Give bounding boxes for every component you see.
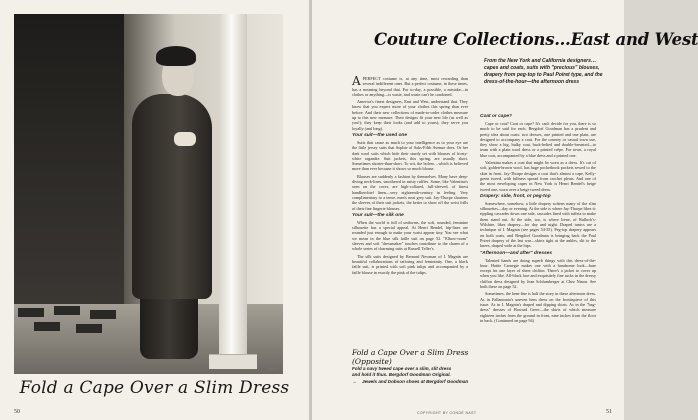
inset-title: Fold a Cape Over a Slim Dress (Opposite) xyxy=(352,348,469,366)
drop-cap: A xyxy=(352,74,361,88)
arrow-icon: → xyxy=(352,378,357,384)
subhead: Drapery: side, front, or peg-top xyxy=(480,193,551,199)
arrow-icon-line: → Jewels and Dobson shoes at Bergdorf Goodman xyxy=(352,378,469,384)
left-page xyxy=(0,0,309,420)
text-column-1: APERFECT costume is, at any time, most rewarding than several indifferent ones. But a perfect costume, in these times, has a meaning beyond that. For to-day, a possible, a mistake—in clothes or anything—is waste, and waste can't be condoned. America's finest designers, East and West, understand that. They know that you expect more of your clothes this spring than ever before. And their new collections of made-to-order clothes measure up to this new measure. Their designs fit your new life (as well as you!); they keep their looks (and add to yours); they serve you loyally (and long). Your suit—the used one Suits that cause as much to your intelligence as to your eye are the little jersey suits that Sophie of Saks-Fifth Avenue does. Or her dark wool suits which hide their sturdy set with blouses of frosty-white organdie. Suit jackets, this spring, are usually short. Sometimes shorter-than-short. To wit, the bolero…which is believed more than ever because it shows so much blouse. Blouses are suddenly a fashion by themselves. Many have deep-diving neck-lines, smothered in misty ruffles. Some, like Valentina's seen on the cover, are high-collared, full-sleeved, of finest handkerchief linen—very eighteenth-century in feeling. Very complimentary to a tense, men's neat grey suit. Jay-Thorpe shortens the sleeves of their suit jackets, the better to show off the wrist frills of their fine lingerie blouses. Your suit—the silk one When the world is full of uniforms, the soft, rounded, feminine silhouette has a special appeal. At Henri Bendel, hip-lines are rounded just enough to make your waist appear tiny. You see what we mean in the blue silk faille suit on page 52. "Elbow-room" sleeves and soft "dressmaker" touches contribute to the charm of a whole series of charming suits at Russell Teller's. The silk suits designed by Bernard Newman of I. Magnin are beautiful collaborations of tailoring and femininity. One, a black faille suit, is printed with soft pink tulips and accompanied by a faille blouse in exactly the pink of the tulips. xyxy=(352,74,468,275)
subhead: "Afternoon—and after" dresses xyxy=(480,250,552,256)
photo-credit: HORST xyxy=(268,367,279,371)
copyright-line: COPYRIGHT BY CONDÉ NAST xyxy=(417,411,477,415)
floor-tiles xyxy=(14,304,154,336)
photo-credit-inset: Fold a Cape Over a Slim Dress (Opposite) Fold a navy tweed cape over a slim, slit dress and hold it thus. Bergdorf Goodman Original. → Jewels and Dobson shoes at Bergdorf Goodman xyxy=(352,348,482,385)
page-number-left: 50 xyxy=(14,409,20,415)
white-column xyxy=(219,14,247,364)
right-page xyxy=(312,0,698,420)
page-number-right: 51 xyxy=(606,409,612,415)
fashion-photograph xyxy=(14,14,283,374)
article-title: Couture Collections…East and West xyxy=(374,30,698,49)
article-deck: From the New York and California designers…capes and coats, suits with "precious" blouses, drapery from peg-top to Paul Poiret type, and the dress-of-the-hour—the afternoon dress xyxy=(484,58,603,85)
model-figure xyxy=(132,94,212,299)
subhead: Your suit—the silk one xyxy=(352,212,404,218)
text-column-2: Coat or cape? Cape or coat? Coat or cape? It's can't decide for you, there is so much to be said for each. Bergdorf Goodman has a prudent and pretty idea about coats: two dresses, one printed and one plain, are designed to accompany a coat. For the country or casual town use, they show a big, bulky coat, back-belted and double-breasted—to team with a plain wool dress or a printed crêpe. For town, a royal blue coat, accompanied by a blue dress and a printed one. Valentina makes a coat that might be worn as a dress. It's cut of soft, golden-brown wool, has huge pocketbook pockets sewed to the skirt in front. Jay-Thorpe designs a coat that's almost a cape, Kelly-green tweed, with fullness spread from crochet pleats. And one of the most enveloping capes in New York is Henri Bendel's beige tweed one, worn over a beige tweed dress. Drapery: side, front, or peg-top Somewhere, somehow, a little drapery softens many of the slim silhouettes—day or evening. At the side is where Jay-Thorpe likes it: rippling cascades down one side, cascades lined with taffeta to make them stand out. At the side, too, is where Irene, of Bullock's-Wilshire, likes drapery—for day and night. Draped tunics are a technique of I. Magnin (see pages 54-55). Peg-top drapery appears on both coats, and Bergdorf Goodman is bringing back the Paul Poiret drapery of the last war—skirts tight at the ankles, slit to the knees, draped wide at the hips. "Afternoon—and after" dresses Talented hands are doing superb things with this dress-of-the-hour. Hattie Carnegie makes one with a handsome look—bare except for one layer of sheer chiffon. There's a jacket to cover up when you like. All-black lace and exquisitely fine tucks in the dressy chiffon dress designed by Jean Schlumberger at Chez Ninon. See both these on page 52. Sometimes, the hem-line is half the story in these afternoon dress. As in Fallantonia's uneven hem dress on the frontispiece of this issue. As in I. Magnin's draped and dipping skirts. As in the "bag-dress" dresses of Howard Greer—the skirts of which measure eighteen inches from the ground in front, nine inches from the floor in back. (Continued on page 94) xyxy=(480,114,596,323)
subhead: Coat or cape? xyxy=(480,114,512,119)
photo-caption: Fold a Cape Over a Slim Dress xyxy=(19,378,290,398)
subhead: Your suit—the used one xyxy=(352,132,407,138)
